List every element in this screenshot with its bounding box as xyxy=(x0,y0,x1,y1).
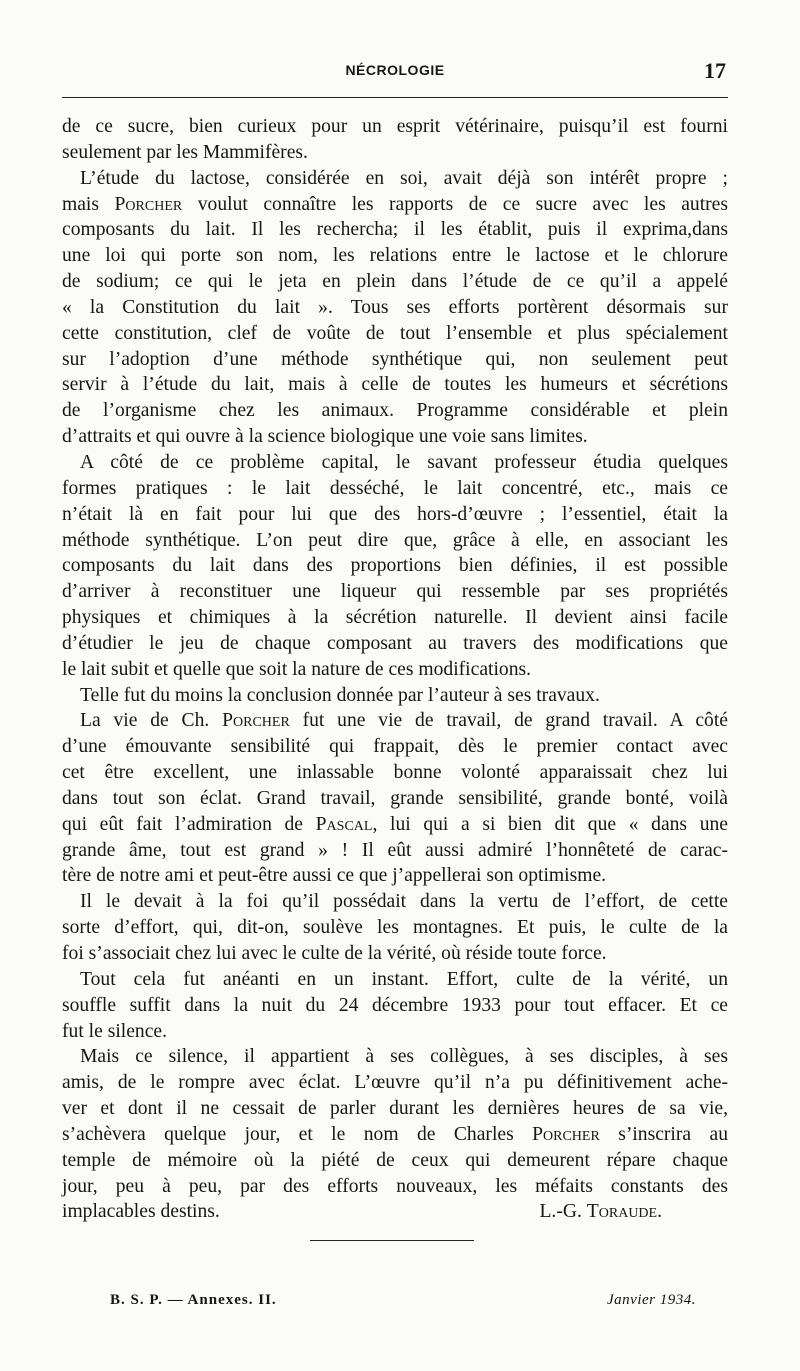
text-line: amis, de le rompre avec éclat. L’œuvre qu’il n’a pu définitivement ache- xyxy=(62,1072,728,1094)
text-line: qui eût fait l’admiration de Pascal, lui qui a si bien dit que « dans une xyxy=(62,813,728,835)
text-line: composants du lait dans des proportions bien définies, il est possible xyxy=(62,555,728,577)
author-name: Porcher xyxy=(114,193,183,215)
text-line: de ce sucre, bien curieux pour un esprit vétérinaire, puisqu’il est fourni xyxy=(62,116,728,137)
text-line: formes pratiques : le lait desséché, le lait concentré, etc., mais ce xyxy=(62,477,728,499)
text-line: mais Porcher voulut connaître les rapports de ce sucre avec les autres xyxy=(62,193,728,215)
text-line: sorte d’effort, qui, dit-on, soulève les montagnes. Et puis, le culte de la xyxy=(62,917,728,939)
text-line: implacables destins. xyxy=(62,1201,220,1223)
article-body xyxy=(62,114,728,1225)
text-line: temple de mémoire où la piété de ceux qui demeurent répare chaque xyxy=(62,1149,728,1171)
text-line: composants du lait. Il les rechercha; il les établit, puis il exprima,dans xyxy=(62,219,728,241)
closing-rule xyxy=(310,1240,474,1241)
author-name: Porcher xyxy=(532,1123,600,1145)
running-header xyxy=(62,60,728,84)
text-line: grande âme, tout est grand » ! Il eût aussi admiré l’honnêteté de carac- xyxy=(62,839,728,861)
text-line: de l’organisme chez les animaux. Programme considérable et plein xyxy=(62,400,728,422)
signature-line xyxy=(62,1199,728,1225)
text-line: ver et dont il ne cessait de parler durant les dernières heures de sa vie, xyxy=(62,1098,728,1120)
paragraph xyxy=(62,166,728,450)
author-signature: L.-G. Toraude. xyxy=(539,1201,662,1223)
text-line: une loi qui porte son nom, les relations entre le lactose et le chlorure xyxy=(62,245,728,267)
text-line: dans tout son éclat. Grand travail, grande sensibilité, grande bonté, voilà xyxy=(62,787,728,809)
paragraph xyxy=(62,967,728,1045)
text-line: Telle fut du moins la conclusion donnée par l’auteur à ses travaux. xyxy=(80,684,600,706)
text-line: de sodium; ce qui le jeta en plein dans l’étude de ce qu’il a appelé xyxy=(62,271,728,293)
paragraph xyxy=(62,450,728,683)
text-line: L’étude du lactose, considérée en soi, avait déjà son intérêt propre ; xyxy=(80,167,728,189)
text-line: seulement par les Mammifères. xyxy=(62,141,308,163)
paragraph xyxy=(62,683,728,709)
text-line: s’achèvera quelque jour, et le nom de Charles Porcher s’inscrira au xyxy=(62,1123,728,1145)
text-line: d’arriver à reconstituer une liqueur qui ressemble par ses propriétés xyxy=(62,581,728,603)
text-line: tère de notre ami et peut-être aussi ce que j’appellerai son optimisme. xyxy=(62,865,607,887)
text-line: Tout cela fut anéanti en un instant. Effort, culte de la vérité, un xyxy=(80,968,728,990)
text-line: physiques et chimiques à la sécrétion naturelle. Il devient ainsi facile xyxy=(62,607,728,629)
text-line: d’étudier le jeu de chaque composant au travers des modifications que xyxy=(62,632,728,654)
paragraph xyxy=(62,1044,728,1225)
section-title: NÉCROLOGIE xyxy=(345,62,445,78)
text-line: souffle suffit dans la nuit du 24 décembre 1933 pour tout effacer. Et ce xyxy=(62,994,728,1016)
text-line: d’une émouvante sensibilité qui frappait, dès le premier contact avec xyxy=(62,736,728,758)
issue-date: Janvier 1934. xyxy=(607,1292,696,1308)
text-line: foi s’associait chez lui avec le culte de la vérité, où réside toute force. xyxy=(62,943,607,964)
author-name: Porcher xyxy=(222,710,290,732)
paragraph xyxy=(62,889,728,967)
text-line: Il le devait à la foi qu’il possédait dans la vertu de l’effort, de cette xyxy=(80,891,728,913)
text-line: méthode synthétique. L’on peut dire que, grâce à elle, en associant les xyxy=(62,529,728,551)
author-name: Pascal xyxy=(315,813,373,835)
page-footer xyxy=(110,1292,696,1316)
paragraph xyxy=(62,114,728,166)
text-line: sur l’adoption d’une méthode synthétique qui, non seulement peut xyxy=(62,348,728,370)
text-line: « la Constitution du lait ». Tous ses efforts portèrent désormais sur xyxy=(62,296,728,318)
text-line: fut le silence. xyxy=(62,1020,168,1042)
text-line: cet être excellent, une inlassable bonne volonté apparaissait chez lui xyxy=(62,762,728,784)
text-line: n’était là en fait pour lui que des hors-d’œuvre ; l’essentiel, était la xyxy=(62,503,728,525)
text-line: jour, peu à peu, par des efforts nouveaux, les méfaits constants des xyxy=(62,1175,728,1197)
text-line: le lait subit et quelle que soit la nature de ces modifications. xyxy=(62,658,532,680)
text-line: A côté de ce problème capital, le savant professeur étudia quelques xyxy=(80,451,728,473)
text-line: cette constitution, clef de voûte de tout l’ensemble et plus spécialement xyxy=(62,322,728,344)
text-line: servir à l’étude du lait, mais à celle de toutes les humeurs et sécrétions xyxy=(62,374,728,396)
header-rule xyxy=(62,97,728,98)
journal-reference: B. S. P. — Annexes. II. xyxy=(110,1292,277,1308)
text-line: d’attraits et qui ouvre à la science biologique une voie sans limites. xyxy=(62,426,588,448)
page-number: 17 xyxy=(704,58,726,83)
text-line: La vie de Ch. Porcher fut une vie de travail, de grand travail. A côté xyxy=(80,710,728,732)
text-line: Mais ce silence, il appartient à ses collègues, à ses disciples, à ses xyxy=(80,1046,728,1068)
paragraph xyxy=(62,708,728,889)
